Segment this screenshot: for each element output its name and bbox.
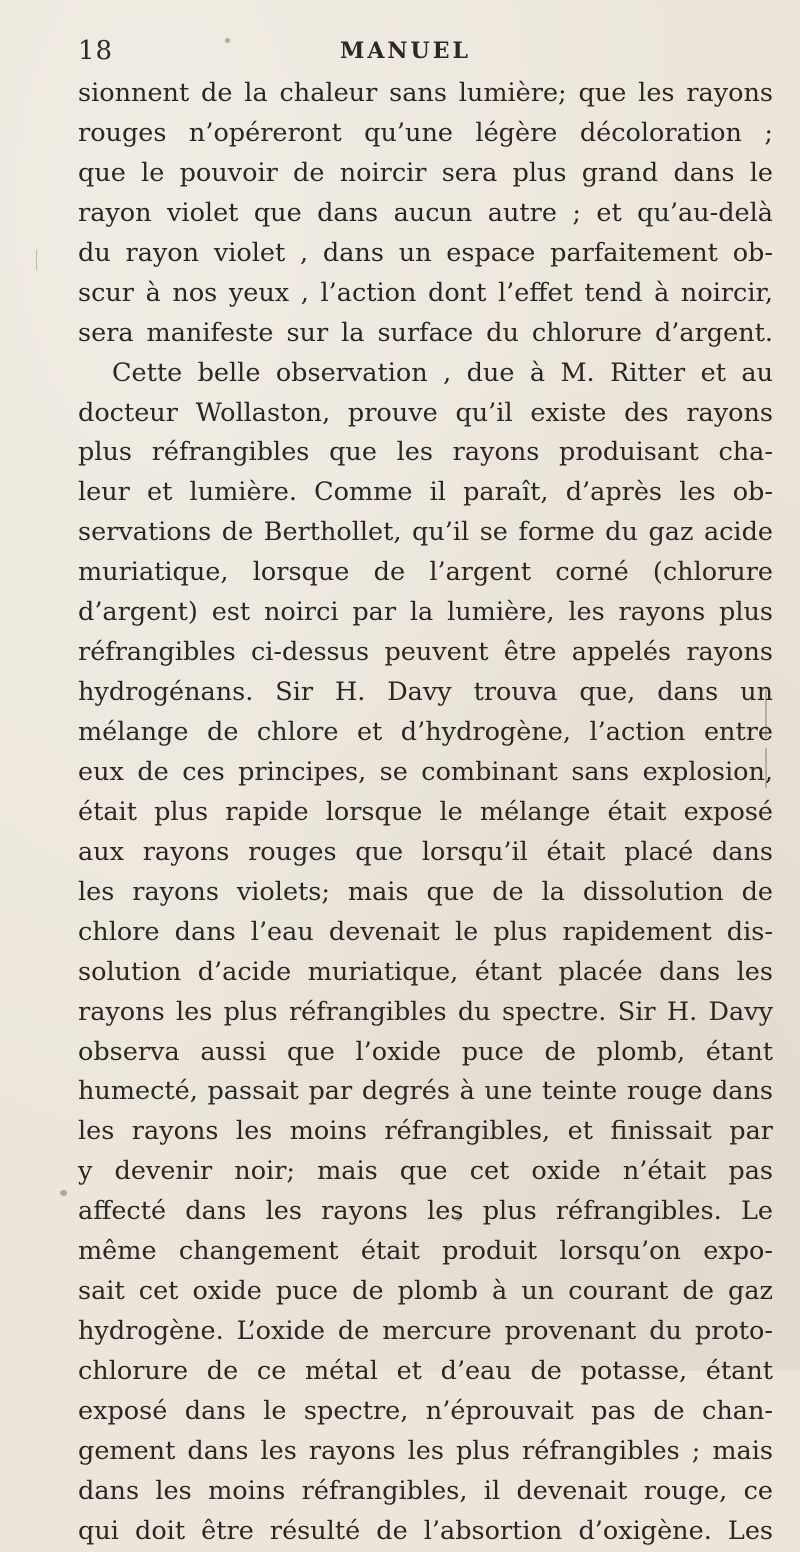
text-line: affecté dans les rayons les plus réfrangibles. Le [78, 1196, 773, 1227]
text-line: eux de ces principes, se combinant sans explosion, [78, 756, 773, 787]
page-header [0, 30, 800, 80]
text-line: scur à nos yeux , l’action dont l’effet tend à noircir, [78, 277, 773, 308]
paper-speck [225, 38, 230, 43]
text-line: leur et lumière. Comme il paraît, d’après les ob- [78, 477, 773, 508]
text-line: docteur Wollaston, prouve qu’il existe des rayons [78, 397, 773, 428]
margin-mark [36, 250, 37, 270]
text-line: sera manifeste sur la surface du chlorure d’argent. [78, 317, 773, 348]
text-line: du rayon violet , dans un espace parfaitement ob- [78, 237, 773, 268]
text-line: sait cet oxide puce de plomb à un courant de gaz [78, 1276, 773, 1307]
text-line: les rayons les moins réfrangibles, et finissait par [78, 1116, 773, 1147]
text-line: était plus rapide lorsque le mélange était exposé [78, 796, 773, 827]
text-line: mélange de chlore et d’hydrogène, l’action entre [78, 717, 773, 747]
text-line: dans les moins réfrangibles, il devenait rouge, ce [78, 1475, 773, 1506]
paper-speck [455, 1215, 461, 1221]
text-line: que le pouvoir de noircir sera plus grand dans le [78, 157, 773, 188]
margin-mark [765, 690, 767, 738]
text-line: d’argent) est noirci par la lumière, les rayons plus [78, 597, 773, 628]
text-line: hydrogène. L’oxide de mercure provenant du proto- [78, 1316, 773, 1347]
text-line: plus réfrangibles que les rayons produisant cha- [78, 437, 773, 468]
text-line: gement dans les rayons les plus réfrangibles ; mais [78, 1435, 773, 1466]
text-line: aux rayons rouges que lorsqu’il était placé dans [78, 836, 773, 867]
text-line: même changement était produit lorsqu’on expo- [78, 1236, 773, 1267]
text-line: rouges n’opéreront qu’une légère décoloration ; [78, 117, 773, 148]
text-line: chlorure de ce métal et d’eau de potasse, étant [78, 1356, 773, 1386]
text-line: Cette belle observation , due à M. Ritter et au [112, 357, 773, 388]
body-text [78, 74, 773, 1552]
text-line: observa aussi que l’oxide puce de plomb, étant [78, 1036, 773, 1067]
text-line: solution d’acide muriatique, étant placée dans les [78, 956, 773, 987]
text-line: les rayons violets; mais que de la dissolution de [78, 876, 773, 907]
text-line: exposé dans le spectre, n’éprouvait pas de chan- [78, 1395, 773, 1426]
text-line: chlore dans l’eau devenait le plus rapidement dis- [78, 916, 773, 947]
text-line: humecté, passait par degrés à une teinte rouge dans [78, 1076, 773, 1107]
paper-speck [60, 1190, 67, 1196]
text-line: muriatique, lorsque de l’argent corné (chlorure [78, 557, 773, 588]
text-line: sionnent de la chaleur sans lumière; que les rayons [78, 78, 773, 108]
text-line: hydrogénans. Sir H. Davy trouva que, dans un [78, 677, 773, 708]
running-head: MANUEL [340, 38, 471, 64]
text-line: y devenir noir; mais que cet oxide n’était pas [78, 1156, 773, 1187]
text-line: réfrangibles ci-dessus peuvent être appelés rayons [78, 637, 773, 668]
text-line: rayon violet que dans aucun autre ; et qu’au-delà [78, 197, 773, 228]
text-line: rayons les plus réfrangibles du spectre. Sir H. Davy [78, 996, 773, 1027]
page-number: 18 [78, 36, 114, 66]
text-line: qui doit être résulté de l’absortion d’oxigène. Les [78, 1515, 773, 1546]
text-line: servations de Berthollet, qu’il se forme du gaz acide [78, 517, 773, 548]
margin-mark [765, 748, 767, 788]
